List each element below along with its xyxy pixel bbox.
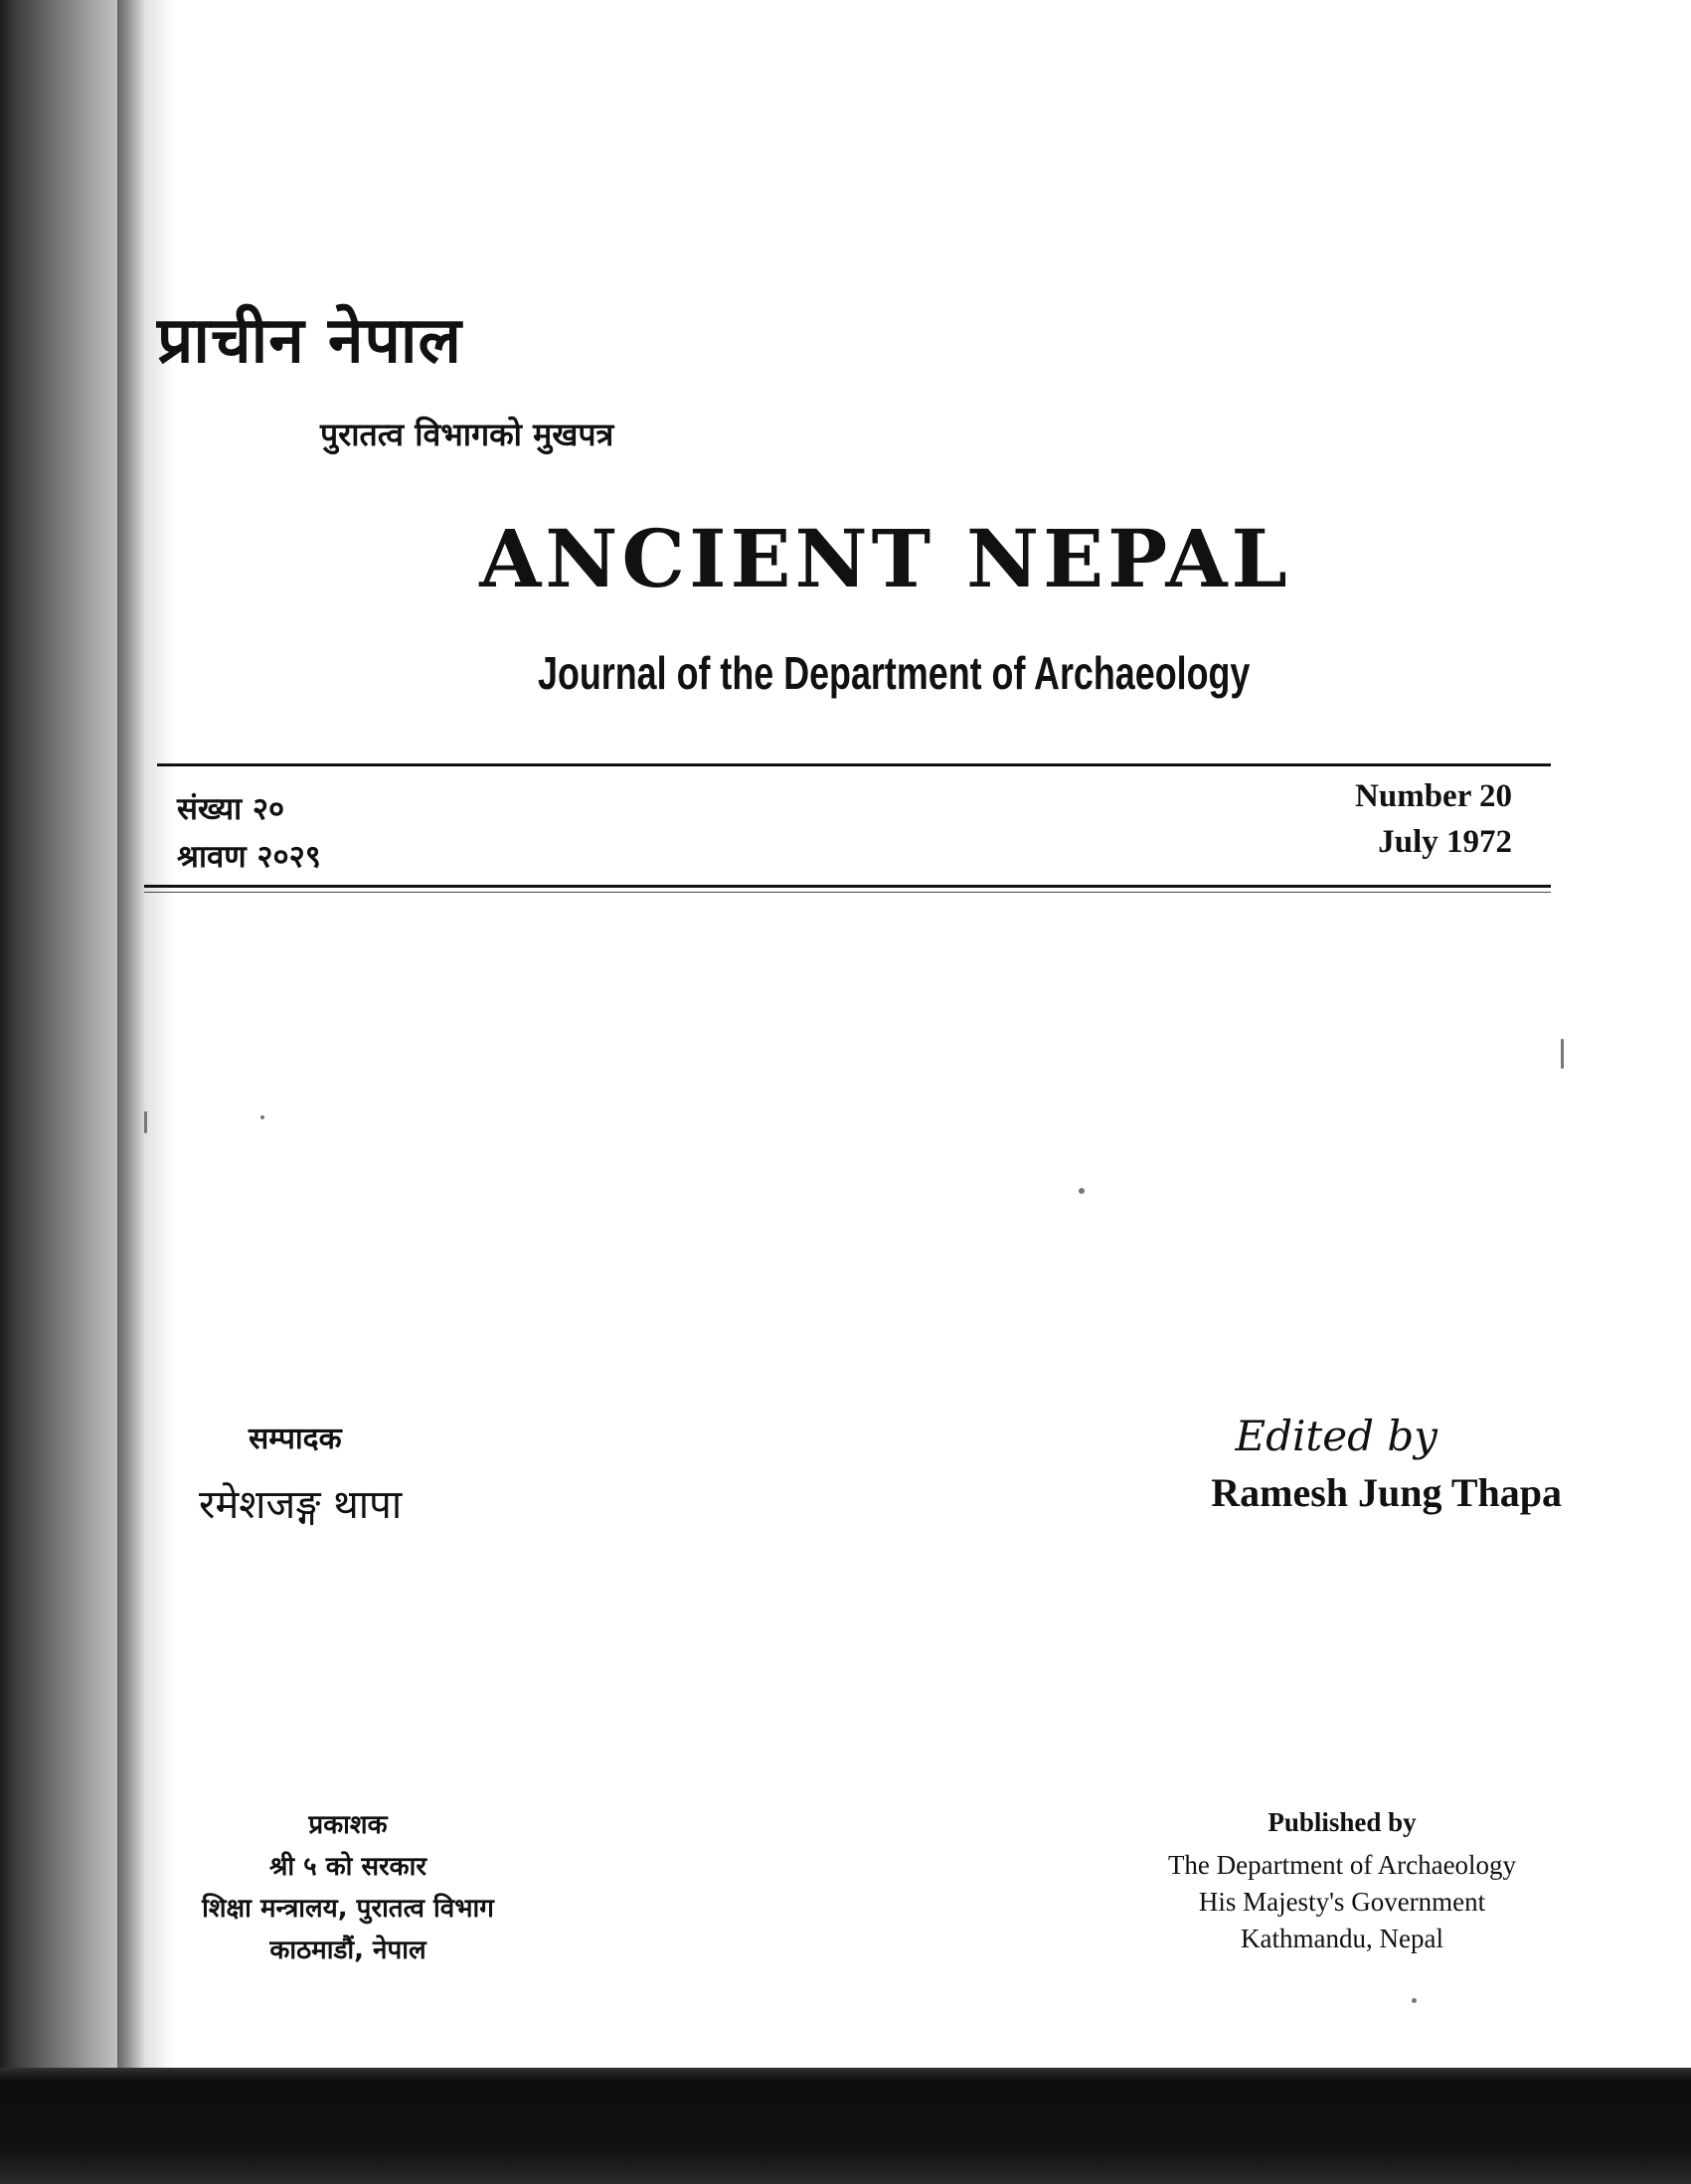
title-nepali: प्राचीन नेपाल [157,304,462,378]
publisher-block-nepali [139,1804,557,1971]
issue-number-english: Number 20 [1355,778,1512,814]
publisher-block-english [1103,1797,1581,1957]
publisher-line-nepali: श्री ५ को सरकार [268,1852,427,1882]
publisher-line-nepali: काठमाडौं, नेपाल [269,1935,426,1965]
issue-date-nepali: श्रावण २०२९ [177,839,321,875]
scan-speck [1561,1039,1564,1069]
header-rule-bottom [144,885,1551,888]
issue-info-nepali [177,785,321,881]
subtitle-nepali: पुरातत्व विभागको मुखपत्र [320,416,614,453]
scan-binding-shadow [0,0,174,2068]
editor-label-nepali: सम्पादक [249,1422,342,1456]
subtitle-english: Journal of the Department of Archaeology [538,647,1251,699]
scan-speck [144,1111,147,1133]
publisher-line-english: His Majesty's Government [1198,1887,1486,1917]
scan-speck [1412,1998,1417,2003]
publisher-line-english: Kathmandu, Nepal [1241,1924,1443,1953]
scan-speck [1079,1188,1085,1194]
scan-bottom-band [0,2068,1691,2184]
issue-number-nepali: संख्या २० [177,791,285,827]
publisher-label-nepali: प्रकाशक [308,1810,388,1840]
header-rule-top [157,763,1551,766]
edited-by-label: Edited by [1235,1412,1437,1460]
scan-binding-edge [117,0,145,2068]
editor-name-nepali: रमेशजङ्ग थापा [199,1482,403,1528]
publisher-label-english: Published by [1268,1807,1417,1837]
scan-speck [260,1115,264,1119]
publisher-line-english: The Department of Archaeology [1167,1850,1517,1880]
publisher-line-nepali: शिक्षा मन्त्रालय, पुरातत्व विभाग [202,1894,494,1924]
issue-info-english [1355,773,1512,865]
issue-date-english: July 1972 [1378,824,1512,860]
editor-name-english: Ramesh Jung Thapa [1211,1470,1562,1515]
title-english: ANCIENT NEPAL [479,512,1291,605]
header-rule-bottom-thin [144,892,1551,893]
